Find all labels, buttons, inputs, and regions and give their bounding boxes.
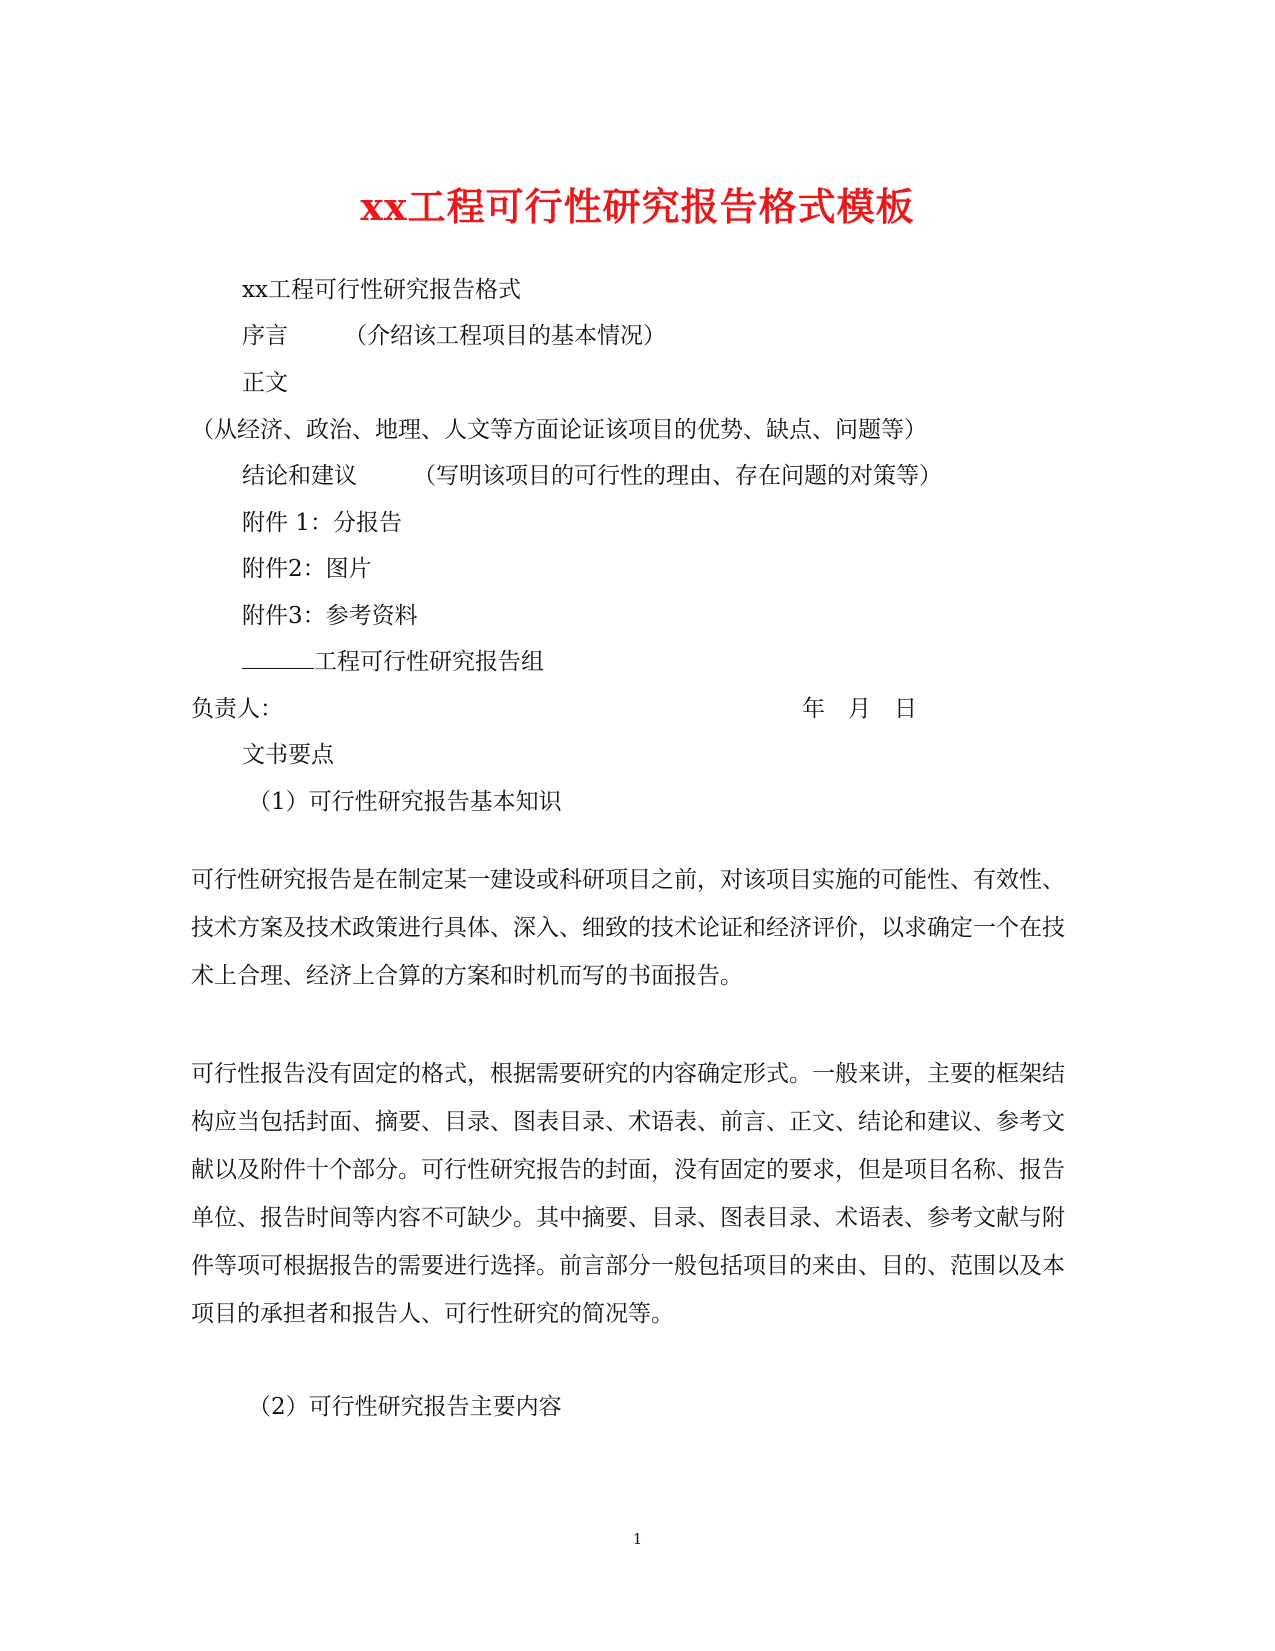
responsible-label: 负责人： [191, 696, 283, 722]
conclusion-line [242, 461, 942, 491]
attachment-1: 附件 1：分报告 [242, 510, 402, 536]
conclusion-label: 结论和建议 [242, 463, 357, 489]
preface-line [242, 321, 666, 351]
blank-underline [242, 650, 314, 669]
conclusion-note: （写明该项目的可行性的理由、存在问题的对策等） [413, 463, 942, 489]
document-title: xx工程可行性研究报告格式模板 [360, 184, 915, 229]
preface-label: 序言 [242, 323, 288, 349]
report-group-suffix: 工程可行性研究报告组 [314, 649, 544, 675]
page-number: 1 [632, 1530, 643, 1548]
attachment-2: 附件2：图片 [242, 556, 372, 582]
preface-note: （介绍该工程项目的基本情况） [344, 323, 666, 349]
attachment-3: 附件3：参考资料 [242, 603, 418, 629]
format-heading: xx工程可行性研究报告格式 [242, 277, 521, 303]
paragraph-1: 可行性研究报告是在制定某一建设或科研项目之前，对该项目实施的可能性、有效性、技术方案及技术政策进行具体、深入、细致的技术论证和经济评价，以求确定一个在技术上合理、经济上合算的方案和时机而写的书面报告。 [191, 867, 1065, 989]
section-1-heading: （1）可行性研究报告基本知识 [248, 789, 562, 815]
section-2-heading: （2）可行性研究报告主要内容 [248, 1394, 562, 1420]
body-label: 正文 [242, 370, 288, 396]
key-points-heading: 文书要点 [242, 742, 334, 768]
date-line: 年 月 日 [802, 696, 917, 722]
paragraph-2: 可行性报告没有固定的格式，根据需要研究的内容确定形式。一般来讲，主要的框架结构应当包括封面、摘要、目录、图表目录、术语表、前言、正文、结论和建议、参考文献以及附件十个部分。可行性研究报告的封面，没有固定的要求，但是项目名称、报告单位、报告时间等内容不可缺少。其中摘要、目录、图表目录、术语表、参考文献与附件等项可根据报告的需要进行选择。前言部分一般包括项目的来由、目的、范围以及本项目的承担者和报告人、可行性研究的简况等。 [191, 1061, 1065, 1327]
report-group-line [242, 647, 544, 677]
body-note: （从经济、政治、地理、人文等方面论证该项目的优势、缺点、问题等） [191, 417, 927, 443]
